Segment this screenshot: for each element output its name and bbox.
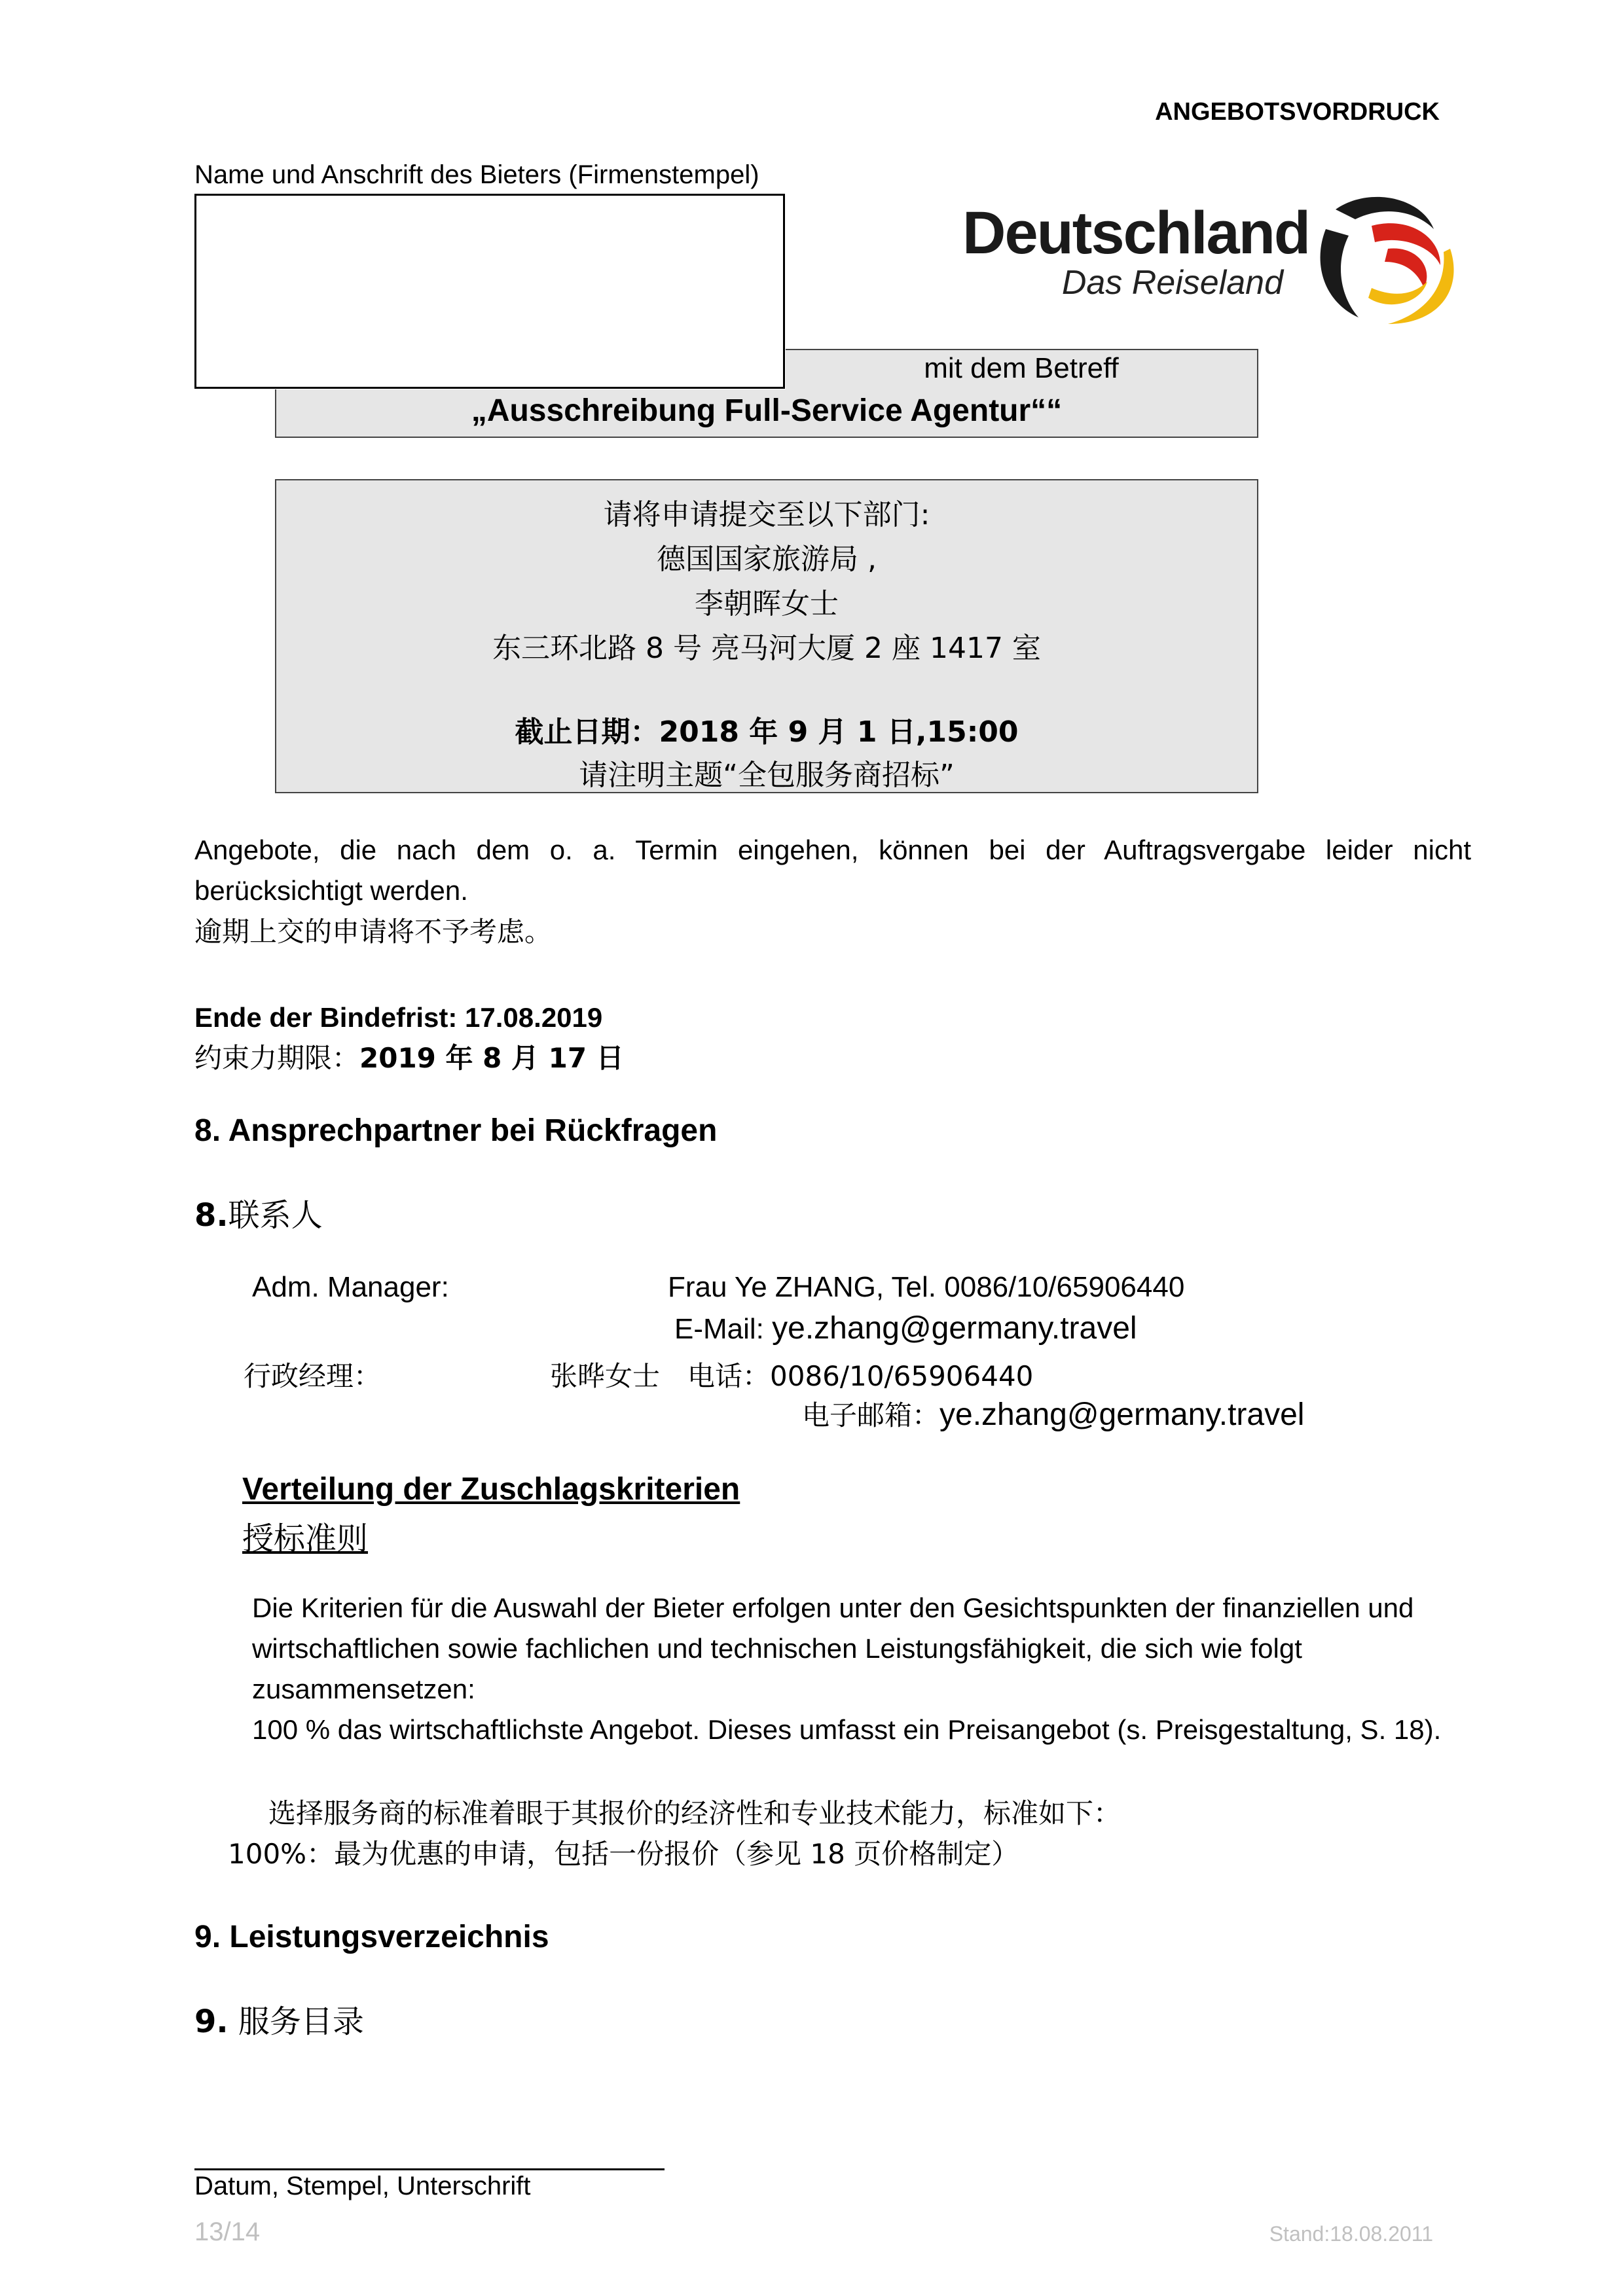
submission-line-1: 请将申请提交至以下部门: xyxy=(603,498,930,531)
submission-line-4: 东三环北路 8 号 亮马河大厦 2 座 1417 室 xyxy=(492,632,1041,665)
contact-email-zh xyxy=(802,1394,1304,1433)
late-notice-de: Angebote, die nach dem o. a. Termin eingehen, können bei der Auftragsvergabe leider nicht berücksichtigt werden. xyxy=(194,834,1471,906)
criteria-heading-de: Verteilung der Zuschlagskriterien xyxy=(242,1472,740,1507)
contact-role-de: Adm. Manager: xyxy=(252,1271,449,1303)
deadline-label: 截止日期： xyxy=(515,715,659,749)
subject-title: „Ausschreibung Full-Service Agentur““ xyxy=(471,393,1063,428)
document-date-stamp: Stand:18.08.2011 xyxy=(1269,2222,1433,2246)
submission-deadline xyxy=(276,708,1257,750)
binding-period-zh xyxy=(194,1038,1471,1079)
submission-line-3: 李朝晖女士 xyxy=(695,587,839,620)
signature-line xyxy=(194,2168,665,2170)
logo-swoosh-icon xyxy=(1309,190,1460,327)
section-9-heading-de: 9. Leistungsverzeichnis xyxy=(194,1920,549,1954)
section-8-heading-de: 8. Ansprechpartner bei Rückfragen xyxy=(194,1113,718,1148)
binding-zh-label: 约束力期限： xyxy=(194,1042,360,1074)
subject-intro: mit dem Betreff xyxy=(924,352,1119,384)
page-number: 13/14 xyxy=(194,2217,261,2246)
contact-role-zh: 行政经理： xyxy=(244,1360,382,1392)
email-link-zh[interactable]: ye.zhang@germany.travel xyxy=(939,1397,1305,1432)
section-9-zh-num: 9. xyxy=(194,2003,228,2040)
submission-line-2: 德国国家旅游局 , xyxy=(657,543,877,576)
section-8-zh-num: 8. xyxy=(194,1197,228,1234)
logo-wordmark: Deutschland xyxy=(962,200,1310,266)
submission-subject-note: 请注明主题“全包服务商招标” xyxy=(579,759,955,792)
criteria-heading-zh: 授标准则 xyxy=(242,1520,369,1557)
contact-email-de xyxy=(674,1310,1137,1346)
bidder-stamp-box xyxy=(194,194,785,389)
signature-label: Datum, Stempel, Unterschrift xyxy=(194,2172,531,2200)
document-type-title: ANGEBOTSVORDRUCK xyxy=(1155,98,1440,126)
contact-name-phone-zh: 张晔女士 电话：0086/10/65906440 xyxy=(550,1360,1034,1392)
criteria-text-de: Die Kriterien für die Auswahl der Bieter erfolgen unter den Gesichtspunkten der finanziellen und wirtschaftlichen sowie fachlichen und technischen Leistungsfähigkeit, die sich wie folgt zusammensetzen: xyxy=(252,1592,1414,1704)
section-9-zh-title: 服务目录 xyxy=(238,2003,364,2040)
late-notice-zh: 逾期上交的申请将不予考虑。 xyxy=(194,916,553,948)
logo-tagline: Das Reiseland xyxy=(1061,264,1283,302)
binding-zh-value: 2019 年 8 月 17 日 xyxy=(359,1042,624,1074)
email-label-zh: 电子邮箱： xyxy=(802,1399,940,1431)
deutschland-logo xyxy=(962,190,1460,327)
section-8-zh-title: 联系人 xyxy=(228,1197,323,1234)
criteria-text-zh-2: 100%：最为优惠的申请，包括一份报价（参见 18 页价格制定） xyxy=(228,1838,1019,1870)
criteria-text-de-2: 100 % das wirtschaftlichste Angebot. Dieses umfasst ein Preisangebot (s. Preisgestaltung, S. 18). xyxy=(252,1714,1442,1745)
section-9-heading-zh xyxy=(194,1996,364,2041)
contact-name-phone-de: Frau Ye ZHANG, Tel. 0086/10/65906440 xyxy=(668,1271,1185,1303)
email-label-de: E-Mail: xyxy=(674,1313,773,1345)
submission-info-box xyxy=(275,479,1258,793)
binding-period-de: Ende der Bindefrist: 17.08.2019 xyxy=(194,1002,603,1033)
criteria-text-zh: 选择服务商的标准着眼于其报价的经济性和专业技术能力，标准如下： xyxy=(268,1797,1122,1829)
section-8-heading-zh xyxy=(194,1190,323,1235)
email-link-de[interactable]: ye.zhang@germany.travel xyxy=(772,1311,1137,1346)
deadline-value: 2018 年 9 月 1 日,15:00 xyxy=(659,715,1019,749)
bidder-caption: Name und Anschrift des Bieters (Firmenstempel) xyxy=(194,160,759,189)
